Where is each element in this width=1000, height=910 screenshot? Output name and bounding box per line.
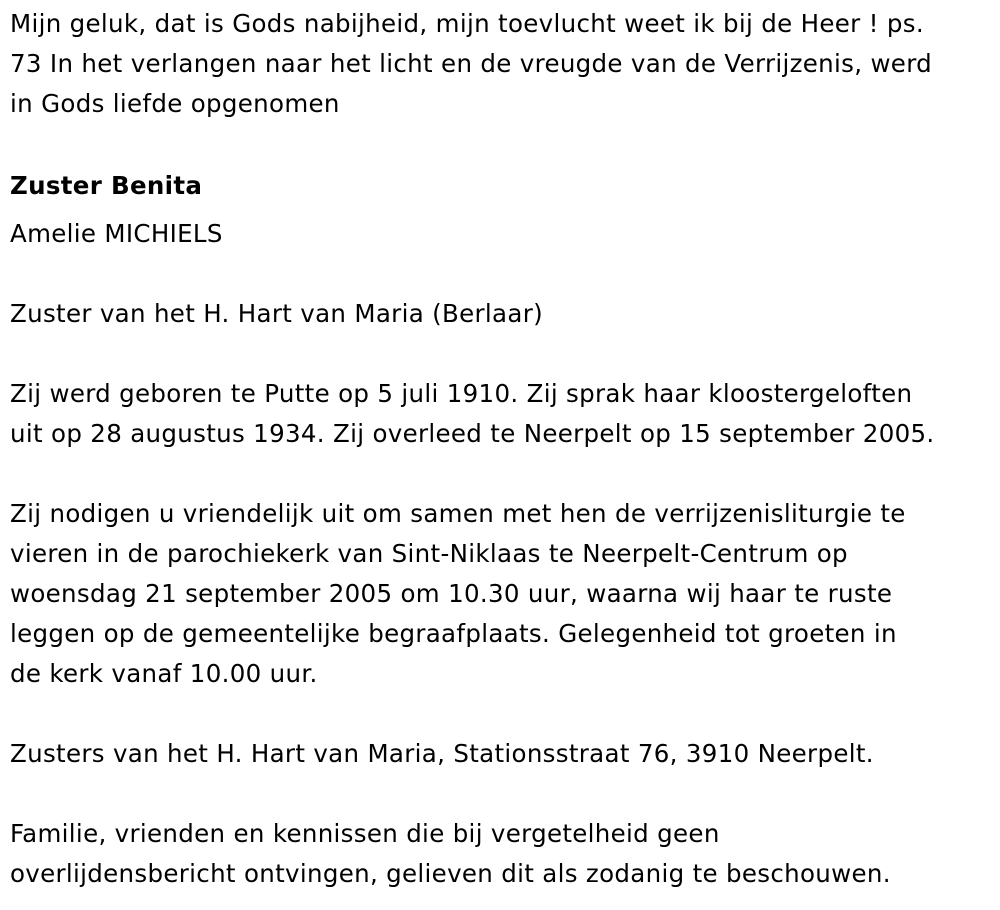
family-notice	[10, 814, 985, 894]
civil-name: Amelie MICHIELS	[10, 219, 223, 248]
notice-line: overlijdensbericht ontvingen, gelieven dit als zodanig te beschouwen.	[10, 859, 891, 888]
notice-line: Familie, vrienden en kennissen die bij vergetelheid geen	[10, 819, 720, 848]
invitation-line: woensdag 21 september 2005 om 10.30 uur, waarna wij haar te ruste	[10, 579, 893, 608]
funeral-invitation	[10, 494, 985, 694]
invitation-line: vieren in de parochiekerk van Sint-Niklaas te Neerpelt-Centrum op	[10, 539, 848, 568]
invitation-line: leggen op de gemeentelijke begraafplaats. Gelegenheid tot groeten in	[10, 619, 897, 648]
opening-quote	[10, 4, 985, 124]
quote-line: 73 In het verlangen naar het licht en de vreugde van de Verrijzenis, werd	[10, 49, 933, 78]
address: Zusters van het H. Hart van Maria, Stationsstraat 76, 3910 Neerpelt.	[10, 739, 874, 768]
invitation-line: Zij nodigen u vriendelijk uit om samen met hen de verrijzenisliturgie te	[10, 499, 906, 528]
biography-line: uit op 28 augustus 1934. Zij overleed te Neerpelt op 15 september 2005.	[10, 419, 935, 448]
quote-line: in Gods liefde opgenomen	[10, 89, 340, 118]
congregation: Zuster van het H. Hart van Maria (Berlaar)	[10, 299, 543, 328]
invitation-line: de kerk vanaf 10.00 uur.	[10, 659, 318, 688]
biography-line: Zij werd geboren te Putte op 5 juli 1910. Zij sprak haar kloostergeloften	[10, 379, 913, 408]
quote-line: Mijn geluk, dat is Gods nabijheid, mijn toevlucht weet ik bij de Heer ! ps.	[10, 9, 924, 38]
religious-name: Zuster Benita	[10, 171, 203, 200]
biography	[10, 374, 985, 454]
